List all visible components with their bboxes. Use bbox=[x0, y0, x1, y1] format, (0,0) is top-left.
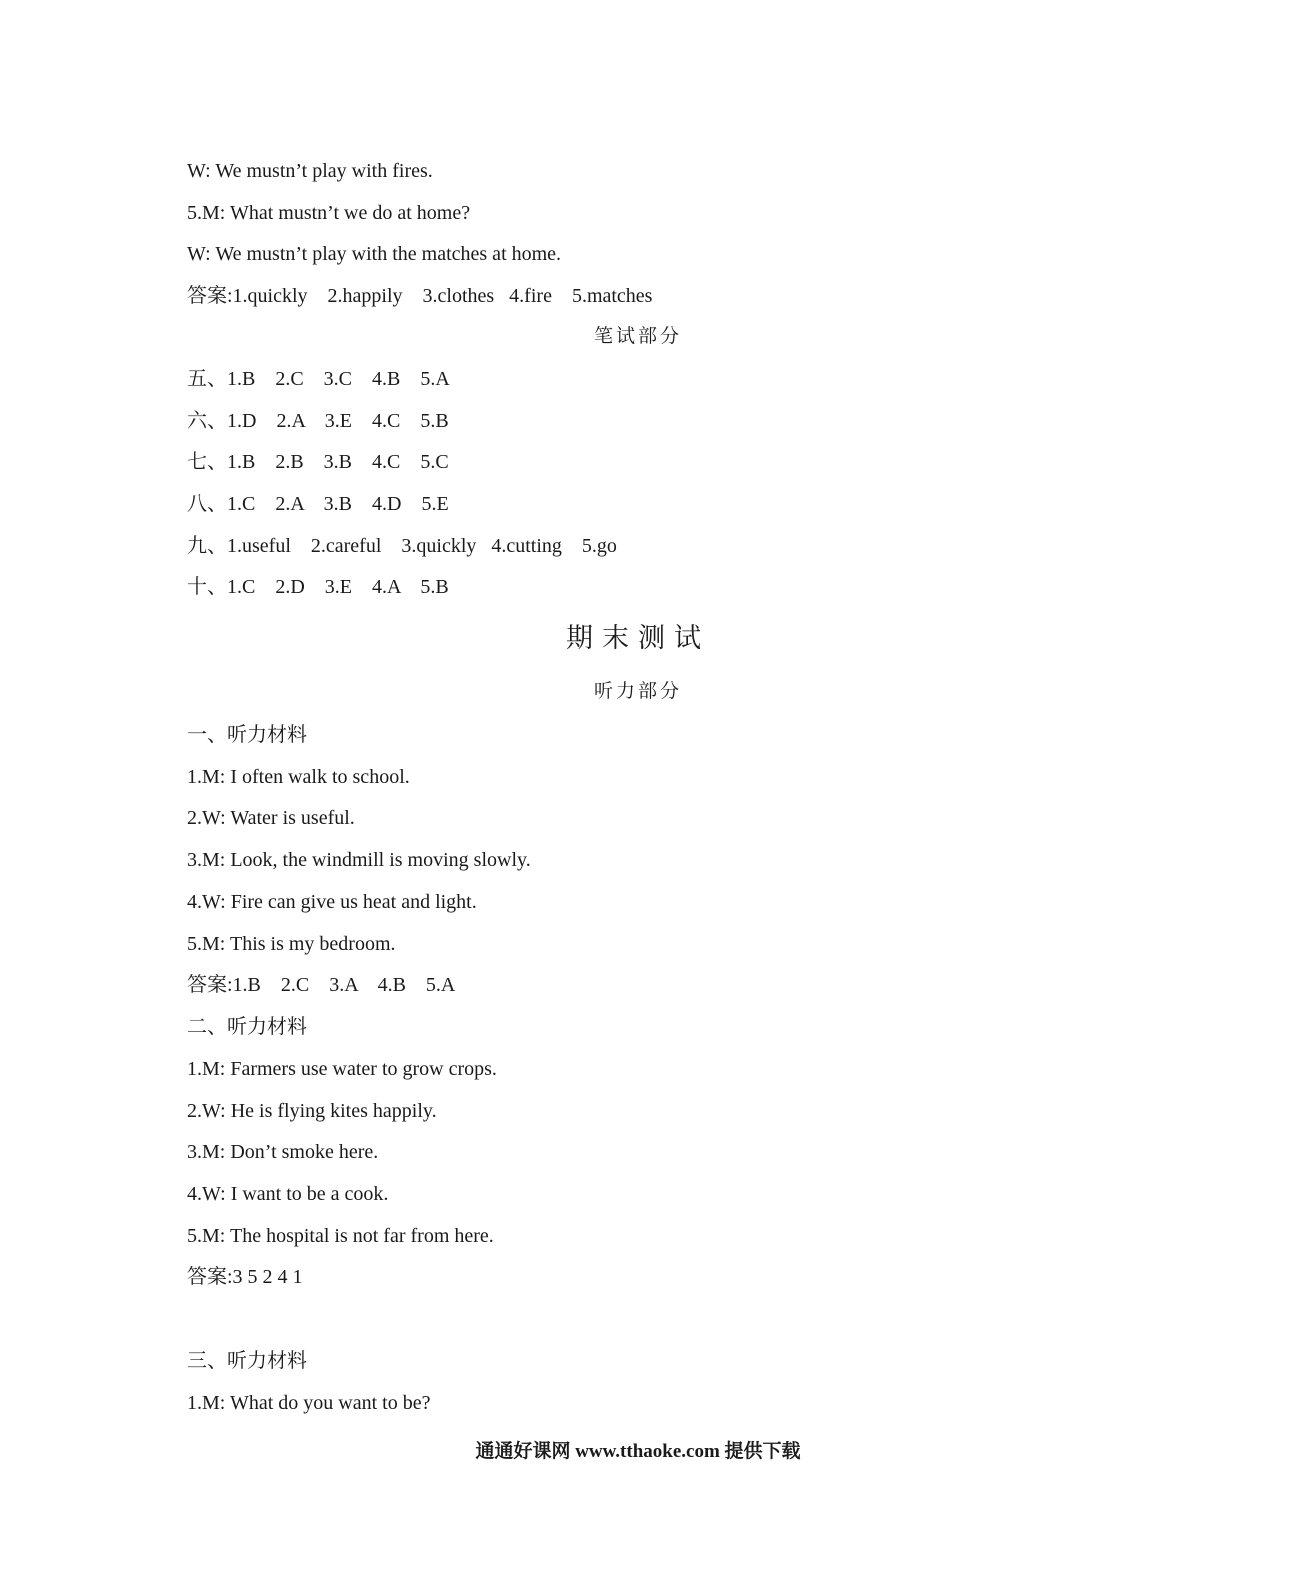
dialogue-line: 2.W: He is flying kites happily. bbox=[187, 1100, 437, 1122]
written-answer-row: 八、1.C 2.A 3.B 4.D 5.E bbox=[187, 493, 449, 515]
dialogue-line: W: We mustn’t play with the matches at home. bbox=[187, 243, 562, 265]
listening-section-heading: 听力部分 bbox=[593, 681, 682, 702]
written-section-heading: 笔试部分 bbox=[593, 326, 682, 347]
written-answer-row: 十、1.C 2.D 3.E 4.A 5.B bbox=[187, 576, 449, 598]
dialogue-line: 1.M: What do you want to be? bbox=[187, 1392, 431, 1414]
dialogue-line: 3.M: Look, the windmill is moving slowly. bbox=[187, 849, 531, 871]
answer-line: 答案:1.B 2.C 3.A 4.B 5.A bbox=[187, 974, 456, 996]
answer-line: 答案:1.quickly 2.happily 3.clothes 4.fire 5.matches bbox=[187, 285, 653, 307]
page-title: 期末测试 bbox=[566, 623, 710, 653]
dialogue-line: 5.M: The hospital is not far from here. bbox=[187, 1225, 494, 1247]
part-label: 三、听力材料 bbox=[187, 1350, 307, 1372]
dialogue-line: 4.W: Fire can give us heat and light. bbox=[187, 891, 477, 913]
footer-download-note: 通通好课网 www.tthaoke.com 提供下载 bbox=[475, 1441, 801, 1462]
dialogue-line: 5.M: This is my bedroom. bbox=[187, 933, 396, 955]
written-answer-row: 六、1.D 2.A 3.E 4.C 5.B bbox=[187, 410, 449, 432]
dialogue-line: 2.W: Water is useful. bbox=[187, 807, 355, 829]
written-answer-row: 七、1.B 2.B 3.B 4.C 5.C bbox=[187, 451, 449, 473]
dialogue-line: W: We mustn’t play with fires. bbox=[187, 160, 433, 182]
answer-line: 答案:3 5 2 4 1 bbox=[187, 1266, 303, 1288]
part-label: 一、听力材料 bbox=[187, 724, 307, 746]
dialogue-line: 1.M: I often walk to school. bbox=[187, 766, 410, 788]
part-label: 二、听力材料 bbox=[187, 1016, 307, 1038]
written-answer-row: 九、1.useful 2.careful 3.quickly 4.cutting 5.go bbox=[187, 535, 617, 557]
dialogue-line: 1.M: Farmers use water to grow crops. bbox=[187, 1058, 497, 1080]
dialogue-line: 3.M: Don’t smoke here. bbox=[187, 1141, 379, 1163]
dialogue-line: 4.W: I want to be a cook. bbox=[187, 1183, 389, 1205]
dialogue-line: 5.M: What mustn’t we do at home? bbox=[187, 202, 471, 224]
written-answer-row: 五、1.B 2.C 3.C 4.B 5.A bbox=[187, 368, 450, 390]
